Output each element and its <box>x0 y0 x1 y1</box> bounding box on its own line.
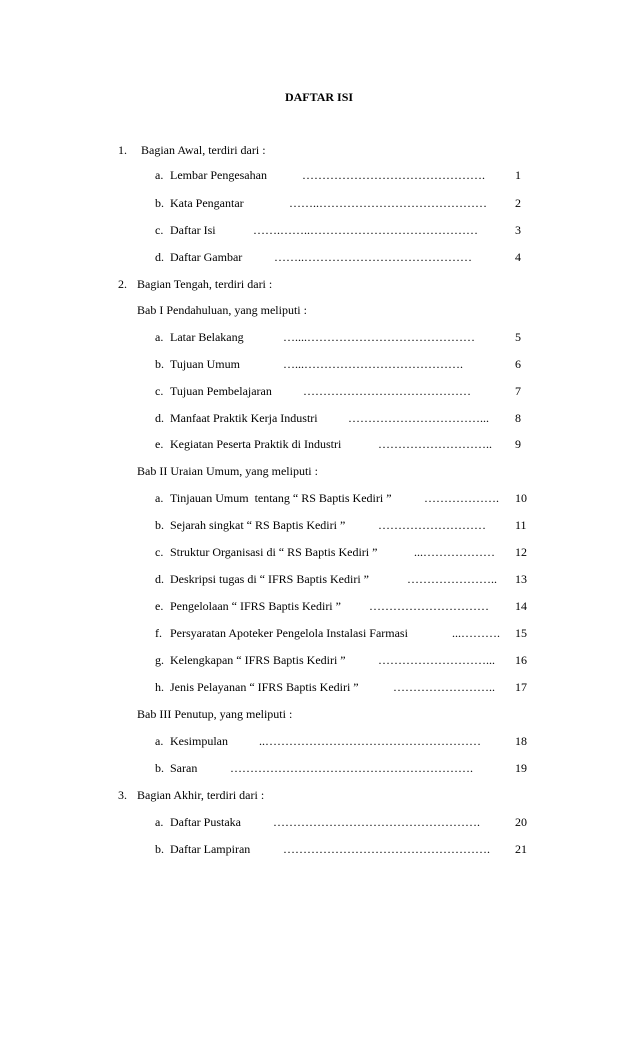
item-label: Kesimpulan <box>170 734 228 748</box>
page-number: 11 <box>515 518 527 532</box>
item-letter: d. <box>155 411 164 425</box>
leader-dots: …………………………………… <box>303 384 471 398</box>
item-label: Kata Pengantar <box>170 196 244 210</box>
leader-dots: ……………………………... <box>348 411 489 425</box>
item-letter: b. <box>155 357 164 371</box>
item-letter: d. <box>155 250 164 264</box>
item-label: Struktur Organisasi di “ RS Baptis Kediri ” <box>170 545 378 559</box>
section-heading: Bagian Akhir, terdiri dari : <box>137 788 265 802</box>
item-letter: b. <box>155 518 164 532</box>
leader-dots: ……………………….. <box>378 437 492 451</box>
section-heading: Bagian Tengah, terdiri dari : <box>137 277 273 291</box>
item-letter: b. <box>155 196 164 210</box>
leader-dots: ………………………… <box>369 599 489 613</box>
page-number: 4 <box>515 250 521 264</box>
page-number: 9 <box>515 437 521 451</box>
item-letter: f. <box>155 626 162 640</box>
leader-dots: …....…………………………………… <box>283 330 475 344</box>
item-letter: b. <box>155 842 164 856</box>
item-letter: a. <box>155 330 164 344</box>
leader-dots: ……………………………………………. <box>273 815 480 829</box>
item-label: Kegiatan Peserta Praktik di Industri <box>170 437 342 451</box>
item-label: Saran <box>170 761 198 775</box>
item-label: Manfaat Praktik Kerja Industri <box>170 411 318 425</box>
leader-dots: …………………….. <box>393 680 495 694</box>
page-number: 17 <box>515 680 527 694</box>
item-letter: a. <box>155 491 164 505</box>
leader-dots: ………………. <box>424 491 499 505</box>
item-letter: a. <box>155 734 164 748</box>
item-label: Pengelolaan “ IFRS Baptis Kediri ” <box>170 599 341 613</box>
page-number: 2 <box>515 196 521 210</box>
leader-dots: ...………. <box>452 626 500 640</box>
leader-dots: …...…………………………………. <box>283 357 463 371</box>
page-number: 20 <box>515 815 527 829</box>
leader-dots: ……..…………………………………… <box>289 196 487 210</box>
item-label: Tujuan Umum <box>170 357 240 371</box>
item-label: Lembar Pengesahan <box>170 168 267 182</box>
page-number: 3 <box>515 223 521 237</box>
page-number: 5 <box>515 330 521 344</box>
page-number: 6 <box>515 357 521 371</box>
leader-dots: ……..…………………………………… <box>274 250 472 264</box>
page-number: 18 <box>515 734 527 748</box>
section-number: 1. <box>118 143 127 157</box>
page-number: 7 <box>515 384 521 398</box>
item-letter: h. <box>155 680 164 694</box>
item-label: Daftar Lampiran <box>170 842 251 856</box>
page-number: 21 <box>515 842 527 856</box>
item-letter: b. <box>155 761 164 775</box>
item-label: Daftar Pustaka <box>170 815 241 829</box>
item-letter: c. <box>155 384 164 398</box>
leader-dots: ………………………... <box>378 653 495 667</box>
item-label: Sejarah singkat “ RS Baptis Kediri ” <box>170 518 346 532</box>
item-letter: g. <box>155 653 164 667</box>
item-label: Kelengkapan “ IFRS Baptis Kediri ” <box>170 653 346 667</box>
item-letter: a. <box>155 815 164 829</box>
leader-dots: …….……..…………………………………… <box>253 223 478 237</box>
item-label: Daftar Isi <box>170 223 216 237</box>
item-letter: e. <box>155 599 164 613</box>
chapter-heading: Bab II Uraian Umum, yang meliputi : <box>137 464 318 478</box>
leader-dots: ……………………………………………………. <box>230 761 473 775</box>
page-number: 1 <box>515 168 521 182</box>
item-label: Deskripsi tugas di “ IFRS Baptis Kediri ” <box>170 572 369 586</box>
item-label: Daftar Gambar <box>170 250 243 264</box>
item-label: Jenis Pelayanan “ IFRS Baptis Kediri ” <box>170 680 359 694</box>
page-number: 16 <box>515 653 527 667</box>
section-number: 3. <box>118 788 127 802</box>
leader-dots: ...……………… <box>414 545 495 559</box>
item-label: Tinjauan Umum tentang “ RS Baptis Kediri ” <box>170 491 392 505</box>
item-letter: c. <box>155 223 164 237</box>
leader-dots: ……………………………………………. <box>283 842 490 856</box>
chapter-heading: Bab III Penutup, yang meliputi : <box>137 707 293 721</box>
page-number: 15 <box>515 626 527 640</box>
chapter-heading: Bab I Pendahuluan, yang meliputi : <box>137 303 307 317</box>
page-number: 13 <box>515 572 527 586</box>
item-letter: e. <box>155 437 164 451</box>
section-number: 2. <box>118 277 127 291</box>
item-label: Persyaratan Apoteker Pengelola Instalasi Farmasi <box>170 626 408 640</box>
page-number: 8 <box>515 411 521 425</box>
leader-dots: ………………………………………. <box>302 168 485 182</box>
item-label: Tujuan Pembelajaran <box>170 384 272 398</box>
page-number: 19 <box>515 761 527 775</box>
page-title: DAFTAR ISI <box>284 90 354 104</box>
item-label: Latar Belakang <box>170 330 244 344</box>
item-letter: c. <box>155 545 164 559</box>
item-letter: a. <box>155 168 164 182</box>
page-number: 10 <box>515 491 527 505</box>
leader-dots: ..……………………………………………… <box>259 734 481 748</box>
leader-dots: ……………………… <box>378 518 486 532</box>
page-number: 14 <box>515 599 527 613</box>
item-letter: d. <box>155 572 164 586</box>
section-heading: Bagian Awal, terdiri dari : <box>141 143 266 157</box>
leader-dots: ………………….. <box>407 572 497 586</box>
page-number: 12 <box>515 545 527 559</box>
